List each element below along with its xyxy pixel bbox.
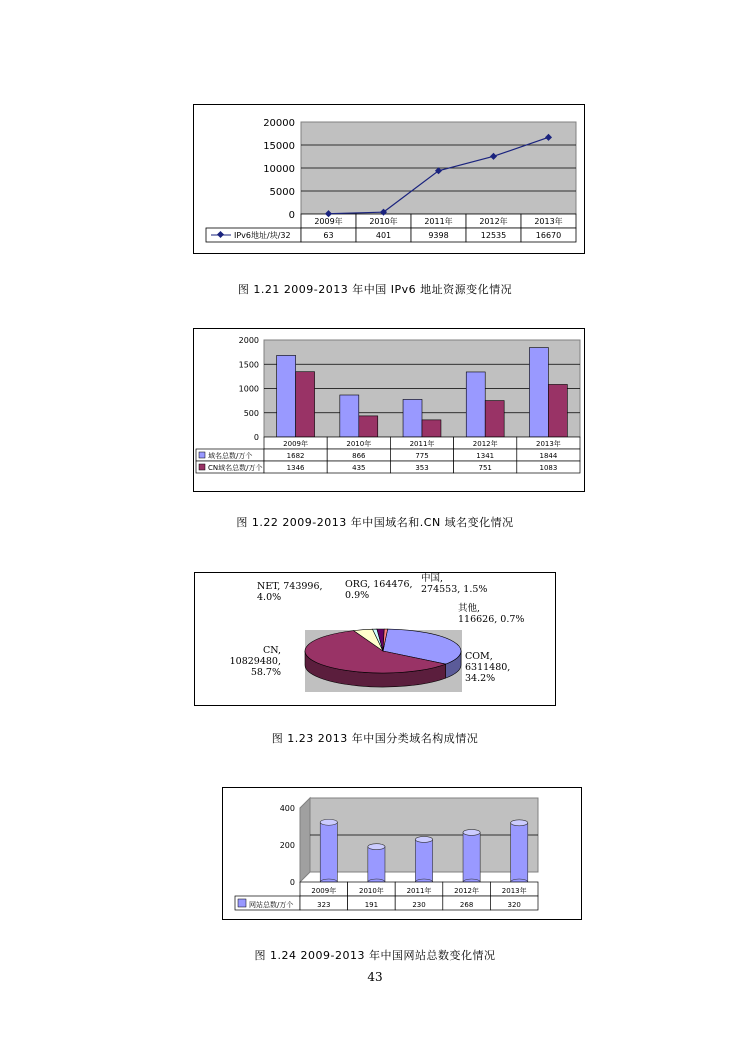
- x-tick-label: 2012年: [479, 217, 508, 226]
- pie-label: 其他,: [458, 603, 481, 614]
- pie-label: 274553, 1.5%: [421, 584, 488, 595]
- data-table-value: 268: [459, 901, 474, 909]
- chart-domains: [194, 329, 584, 491]
- y-tick-label: 1500: [238, 360, 259, 370]
- data-table-value: 751: [478, 464, 492, 472]
- x-tick-label: 2009年: [314, 217, 343, 226]
- y-tick-label: 0: [288, 210, 295, 221]
- pie-label: 4.0%: [257, 592, 282, 603]
- x-tick-label: 2012年: [454, 887, 480, 895]
- pie-label: 0.9%: [345, 590, 370, 601]
- y-tick-label: 15000: [263, 141, 295, 152]
- bar: [529, 348, 548, 437]
- data-table-value: 1083: [539, 464, 558, 472]
- bar-top: [463, 829, 480, 835]
- chart-websites-box: [222, 787, 582, 920]
- bar: [548, 384, 567, 437]
- bar: [422, 420, 441, 437]
- pie-label: 6311480,: [465, 662, 511, 673]
- pie-label: 34.2%: [465, 673, 496, 684]
- data-table-value: 323: [317, 901, 331, 909]
- x-tick-label: 2009年: [283, 440, 309, 448]
- page-number: 43: [367, 970, 383, 984]
- x-tick-label: 2011年: [409, 440, 435, 448]
- legend-swatch: [238, 899, 246, 907]
- x-tick-label: 2011年: [406, 887, 432, 895]
- data-table-value: 320: [507, 901, 521, 909]
- y-tick-label: 1000: [238, 384, 259, 394]
- legend-label: 网站总数/万个: [249, 901, 294, 909]
- bar-top: [415, 836, 432, 842]
- chart-websites: [223, 788, 581, 919]
- data-table-value: 775: [415, 452, 429, 460]
- data-table-value: 9398: [428, 231, 449, 240]
- chart-domain-categories: [195, 573, 555, 705]
- bar: [368, 847, 385, 882]
- y-tick-label: 200: [279, 841, 295, 850]
- legend-label: CN域名总数/万个: [208, 464, 263, 472]
- bar: [277, 355, 296, 437]
- chart-ipv6-box: [193, 104, 585, 254]
- legend-swatch: [199, 452, 205, 458]
- chart-domain-categories-box: [194, 572, 556, 706]
- y-tick-label: 5000: [269, 187, 295, 198]
- chart-ipv6: [194, 105, 584, 253]
- legend-label: 域名总数/万个: [208, 452, 253, 460]
- caption-figure-1-24: 图 1.24 2009-2013 年中国网站总数变化情况: [254, 949, 496, 962]
- chart-domains-box: [193, 328, 585, 492]
- legend-swatch: [199, 464, 205, 470]
- data-table-value: 230: [412, 901, 426, 909]
- pie-label: ORG, 164476,: [345, 579, 413, 590]
- y-tick-label: 0: [289, 878, 295, 887]
- y-tick-label: 10000: [263, 164, 295, 175]
- bar: [415, 839, 432, 882]
- y-tick-label: 2000: [238, 336, 259, 345]
- data-table-value: 16670: [535, 231, 562, 240]
- data-table-value: 63: [323, 231, 334, 240]
- caption-figure-1-21: 图 1.21 2009-2013 年中国 IPv6 地址资源变化情况: [237, 283, 513, 296]
- x-tick-label: 2010年: [358, 887, 384, 895]
- data-table-value: 1844: [539, 452, 558, 460]
- y-tick-label: 20000: [263, 118, 295, 129]
- y-tick-label: 500: [243, 408, 259, 418]
- bar: [359, 416, 378, 437]
- x-tick-label: 2012年: [472, 440, 498, 448]
- plot-side-wall: [300, 798, 310, 882]
- data-table-value: 1346: [286, 464, 305, 472]
- bar: [511, 823, 528, 882]
- bar: [463, 832, 480, 882]
- data-table-value: 435: [352, 464, 366, 472]
- data-table-value: 353: [415, 464, 429, 472]
- pie-label: 10829480,: [229, 656, 281, 667]
- caption-figure-1-22: 图 1.22 2009-2013 年中国域名和.CN 域名变化情况: [236, 516, 514, 529]
- legend-label: IPv6地址/块/32: [234, 231, 291, 240]
- bar: [403, 399, 422, 437]
- x-tick-label: 2010年: [346, 440, 372, 448]
- bar-top: [368, 844, 385, 850]
- data-table-value: 12535: [480, 231, 507, 240]
- data-table-value: 866: [352, 452, 366, 460]
- x-tick-label: 2010年: [369, 217, 398, 226]
- bar: [485, 401, 504, 437]
- data-table-value: 1341: [476, 452, 495, 460]
- pie-label: 116626, 0.7%: [458, 614, 525, 625]
- bar-top: [511, 820, 528, 826]
- x-tick-label: 2009年: [311, 887, 337, 895]
- pie-label: 58.7%: [250, 667, 281, 678]
- pie-label: COM,: [465, 651, 493, 662]
- bar: [466, 372, 485, 437]
- pie-label: 中国,: [421, 573, 444, 584]
- data-table-value: 1682: [286, 452, 305, 460]
- bar: [340, 395, 359, 437]
- x-tick-label: 2013年: [501, 887, 527, 895]
- caption-figure-1-23: 图 1.23 2013 年中国分类域名构成情况: [271, 732, 479, 745]
- bar: [296, 372, 315, 437]
- x-tick-label: 2013年: [534, 217, 563, 226]
- pie-label: CN,: [263, 645, 281, 656]
- pie-label: NET, 743996,: [257, 581, 323, 592]
- data-table-value: 191: [364, 901, 379, 909]
- y-tick-label: 0: [253, 433, 259, 442]
- y-tick-label: 400: [279, 804, 295, 813]
- data-table-value: 401: [375, 231, 392, 240]
- bar: [320, 822, 337, 882]
- x-tick-label: 2011年: [424, 217, 453, 226]
- bar-top: [320, 819, 337, 825]
- x-tick-label: 2013年: [535, 440, 561, 448]
